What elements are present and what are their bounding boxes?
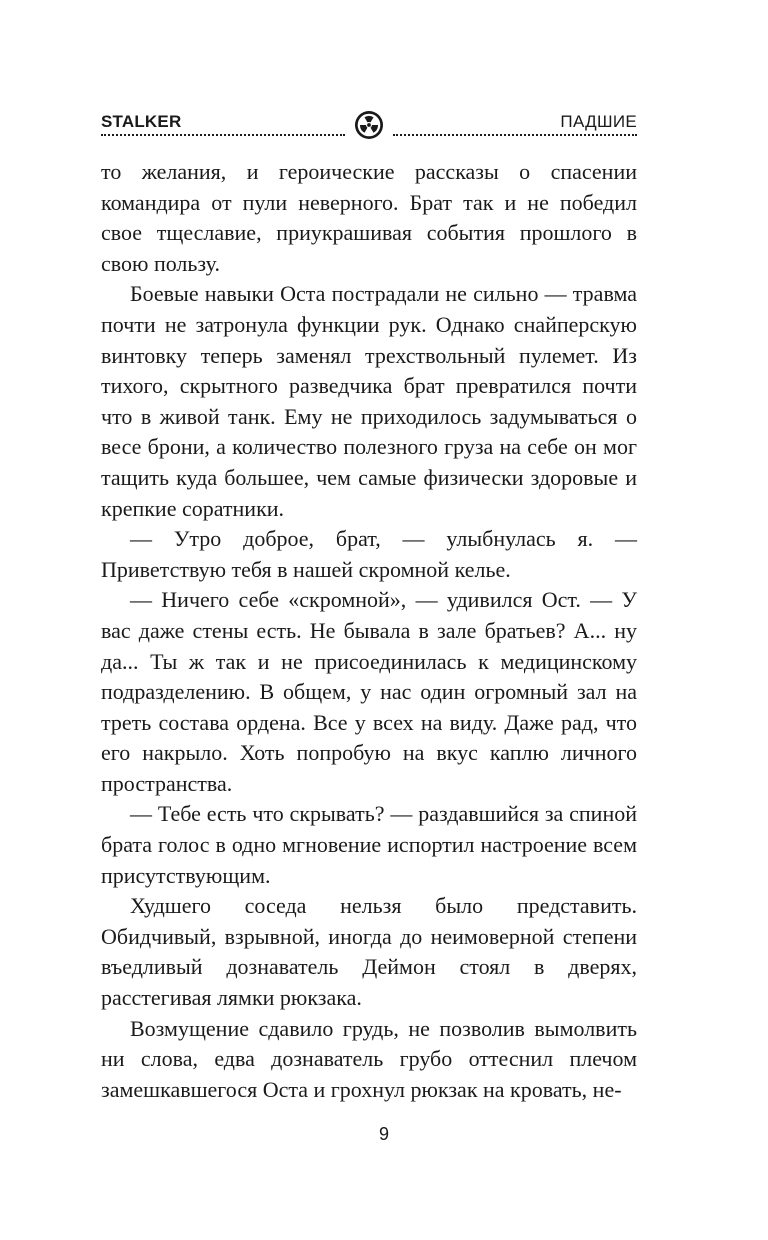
header-dotted-rule-left bbox=[101, 134, 345, 136]
radiation-icon bbox=[354, 110, 384, 140]
paragraph-1: то желания, и героические рассказы о спасении командира от пули неверного. Брат так и не победил свое тщеславие, приукрашивая события прошлого в свою пользу. bbox=[101, 159, 637, 276]
paragraph-6: Худшего соседа нельзя было представить. Обидчивый, взрывной, иногда до неимоверной степени въедливый дознаватель Деймон стоял в дверях, расстегивая лямки рюкзака. bbox=[101, 893, 637, 1011]
paragraph-2: Боевые навыки Оста пострадали не сильно — травма почти не затронула функции рук. Однако снайперскую винтовку теперь заменял трехствольный пулемет. Из тихого, скрытного разведчика брат превратился почти что в живой танк. Ему не приходилось задумываться о весе брони, а количество полезного груза на себе он мог тащить куда большее, чем самые физически здоровые и крепкие соратники. bbox=[101, 281, 637, 521]
paragraph-3: — Утро доброе, брат, — улыбнулась я. — Приветствую тебя в нашей скромной келье. bbox=[101, 526, 637, 582]
header-dotted-rule-right bbox=[393, 134, 637, 136]
page-number: 9 bbox=[378, 1124, 389, 1144]
paragraph-5: — Тебе есть что скрывать? — раздавшийся за спиной брата голос в одно мгновение испортил настроение всем присутствующим. bbox=[101, 801, 637, 888]
paragraph-7: Возмущение сдавило грудь, не позволив вымолвить ни слова, едва дознаватель грубо оттеснил плечом замешкавшегося Оста и грохнул рюкзак на кровать, не- bbox=[101, 1015, 637, 1102]
paragraph-4: — Ничего себе «скромной», — удивился Ост. — У вас даже стены есть. Не бывала в зале братьев? А... ну да... Ты ж так и не присоединилась к медицинскому подразделению. В общем, у нас один огромный зал на треть состава ордена. Все у всех на виду. Даже рад, что его накрыло. Хоть попробую на вкус каплю личного пространства. bbox=[101, 587, 637, 796]
book-title-label: ПАДШИЕ bbox=[560, 112, 637, 131]
page-header bbox=[101, 108, 637, 142]
series-label: STALKER bbox=[101, 112, 182, 131]
body-text bbox=[101, 157, 637, 1105]
